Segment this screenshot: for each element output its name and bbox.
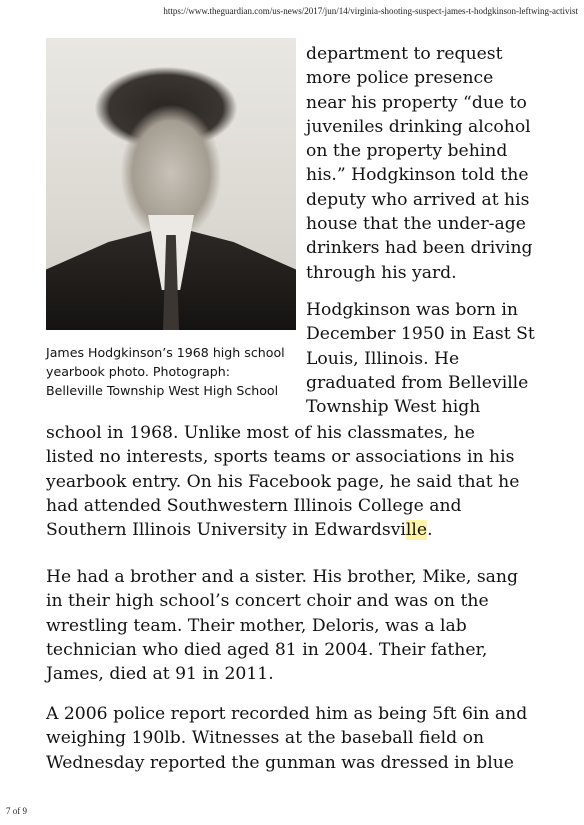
text-line: had attended Southwestern Illinois College and [46, 495, 462, 516]
paragraph-4 [46, 702, 576, 775]
text-line: wrestling team. Their mother, Deloris, was a lab [46, 615, 467, 636]
text-line: Louis, Illinois. He [306, 348, 460, 369]
text-line: juveniles drinking alcohol [306, 116, 531, 137]
text-line: on the property behind [306, 141, 508, 162]
photo-caption [46, 343, 298, 400]
right-column-paragraph-1 [306, 42, 578, 285]
caption-line: James Hodgkinson’s 1968 high school [46, 345, 285, 360]
text-line: through his yard. [306, 262, 457, 283]
text-line: weighing 190lb. Witnesses at the baseball field on [46, 728, 485, 749]
highlighted-text: lle [405, 520, 428, 541]
text-line: deputy who arrived at his [306, 189, 530, 210]
text-line: more police presence [306, 68, 494, 89]
text-line: graduated from Belleville [306, 372, 529, 393]
text-line: school in 1968. Unlike most of his classmates, he [46, 423, 475, 443]
text-line: He had a brother and a sister. His brother, Mike, sang [46, 567, 518, 587]
text-line: technician who died aged 81 in 2004. Their father, [46, 639, 488, 660]
text-line: drinkers had been driving [306, 238, 533, 259]
text-line: yearbook entry. On his Facebook page, he said that he [46, 471, 520, 492]
text-segment: Southern Illinois University in Edwardsvi [46, 520, 406, 541]
text-line: department to request [306, 44, 503, 64]
text-line: his.” Hodgkinson told the [306, 165, 529, 186]
text-line: Township West high [306, 397, 481, 418]
caption-line: Belleville Township West High School [46, 383, 279, 398]
text-line: near his property “due to [306, 92, 527, 113]
right-column-paragraph-2 [306, 298, 578, 419]
page-number: 7 of 9 [6, 806, 27, 816]
text-segment: . [427, 520, 433, 541]
text-line: December 1950 in East St [306, 324, 535, 345]
text-line: James, died at 91 in 2011. [46, 664, 274, 685]
text-line: A 2006 police report recorded him as being 5ft 6in and [46, 704, 528, 724]
text-line: Wednesday reported the gunman was dressed in blue [46, 752, 514, 773]
text-line: house that the under-age [306, 214, 526, 235]
page-url: https://www.theguardian.com/us-news/2017/jun/14/virginia-shooting-suspect-james-t-hodgkinson-leftwing-activist [163, 6, 578, 16]
text-line: Hodgkinson was born in [306, 300, 518, 320]
text-line: listed no interests, sports teams or associations in his [46, 447, 515, 468]
yearbook-photo [46, 38, 296, 330]
paragraph-3 [46, 565, 576, 686]
paragraph-2-continued [46, 421, 576, 542]
text-line: in their high school’s concert choir and was on the [46, 591, 489, 612]
caption-line: yearbook photo. Photograph: [46, 364, 230, 379]
text-line [46, 518, 576, 542]
